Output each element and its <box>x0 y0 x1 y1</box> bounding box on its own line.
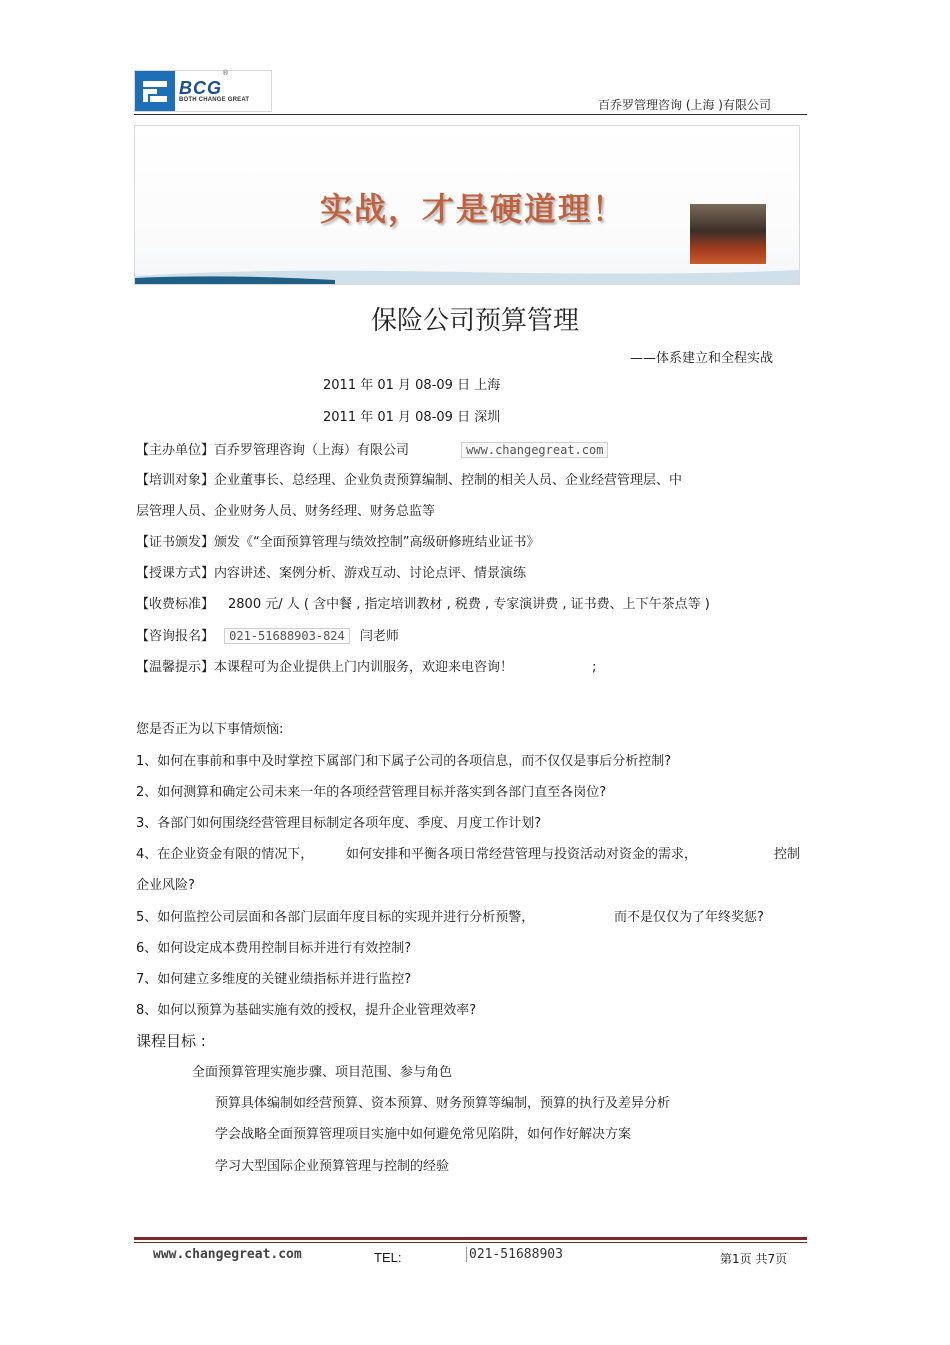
audience-label: 【培训对象】 <box>136 473 215 488</box>
question-item: 2、如何测算和确定公司未来一年的各项经营管理目标并落实到各部门直至各岗位? <box>136 785 607 800</box>
contact-label: 【咨询报名】 <box>136 629 215 644</box>
goal-item: 学习大型国际企业预算管理与控制的经验 <box>215 1159 450 1174</box>
certificate-label: 【证书颁发】 <box>136 535 215 550</box>
logo-subtext: BOTH CHANGE GREAT <box>179 97 250 103</box>
goal-item: 全面预算管理实施步骤、项目范围、参与角色 <box>192 1065 453 1080</box>
audience-value: 企业董事长、总经理、企业负责预算编制、控制的相关人员、企业经营管理层、中 <box>214 473 683 488</box>
question-item: 6、如何设定成本费用控制目标并进行有效控制? <box>136 941 412 956</box>
tip-value: 本课程可为企业提供上门内训服务，欢迎来电咨询！ <box>214 660 514 675</box>
audience-row-continued: 层管理人员、企业财务人员、财务经理、财务总监等 <box>136 504 436 519</box>
header-divider <box>134 114 807 115</box>
method-value: 内容讲述、案例分析、游戏互动、讨论点评、情景演练 <box>214 566 527 581</box>
footer-tel-label: TEL: <box>374 1250 402 1265</box>
organizer-url[interactable]: www.changegreat.com <box>461 442 608 458</box>
question-item: 1、如何在事前和事中及时掌控下属部门和下属子公司的各项信息，而不仅仅是事后分析控制? <box>136 754 672 769</box>
certificate-row <box>136 535 540 551</box>
fee-label: 【收费标准】 <box>136 597 215 612</box>
goal-item: 预算具体编制如经营预算、资本预算、财务预算等编制，预算的执行及差异分析 <box>215 1096 671 1111</box>
registered-mark: ® <box>222 69 229 77</box>
logo-icon <box>135 71 175 111</box>
goals-heading: 课程目标 : <box>136 1032 206 1050</box>
question-item-part: 如何安排和平衡各项日常经营管理与投资活动对资金的需求， <box>346 847 698 862</box>
question-item: 7、如何建立多维度的关键业绩指标并进行监控? <box>136 972 412 987</box>
banner-slogan: 实战，才是硬道理！ <box>320 190 627 228</box>
tip-tail: ; <box>592 660 597 675</box>
footer-phone[interactable]: 021-51688903 <box>466 1247 563 1262</box>
fee-row <box>136 597 710 613</box>
question-item-part: 而不是仅仅为了年终奖惩? <box>614 910 764 925</box>
footer-divider-thin <box>134 1242 807 1243</box>
contact-person: 闫老师 <box>359 629 399 644</box>
contact-phone[interactable]: 021-51688903-824 <box>224 628 350 644</box>
audience-row <box>136 473 682 489</box>
method-row <box>136 566 526 582</box>
goal-item: 学会战略全面预算管理项目实施中如何避免常见陷阱，如何作好解决方案 <box>215 1127 632 1142</box>
banner-wave <box>135 266 799 284</box>
question-item: 5、如何监控公司层面和各部门层面年度目标的实现并进行分析预警， <box>136 910 535 925</box>
logo-text: BCG <box>179 78 222 98</box>
organizer-value: 百乔罗管理咨询（上海）有限公司 <box>214 443 410 458</box>
banner-meeting-photo <box>690 204 766 264</box>
question-item: 4、在企业资金有限的情况下， <box>136 847 314 862</box>
method-label: 【授课方式】 <box>136 566 215 581</box>
organizer-label: 【主办单位】 <box>136 443 215 458</box>
footer-page-number: 第1页 共7页 <box>720 1252 788 1266</box>
tip-row <box>136 660 513 676</box>
document-subtitle: ——体系建立和全程实战 <box>630 351 774 366</box>
question-item-part: 控制 <box>774 847 801 862</box>
certificate-value: 颁发《“全面预算管理与绩效控制”高级研修班结业证书》 <box>214 535 540 550</box>
tip-label: 【温馨提示】 <box>136 660 215 675</box>
organizer-row <box>136 442 608 459</box>
question-item-continued: 企业风险? <box>136 878 195 893</box>
header-company-name: 百乔罗管理咨询 (上海 )有限公司 <box>598 98 771 112</box>
question-item: 8、如何以预算为基础实施有效的授权，提升企业管理效率? <box>136 1003 477 1018</box>
footer-url[interactable]: www.changegreat.com <box>153 1247 302 1262</box>
questions-intro: 您是否正为以下事情烦恼: <box>136 722 284 737</box>
fee-value: 2800 元/ 人 ( 含中餐 , 指定培训教材 , 税费 , 专家演讲费 , 证书费、上下午茶点等 ) <box>228 597 710 612</box>
footer-divider <box>134 1237 807 1240</box>
session-shanghai: 2011 年 01 月 08-09 日 上海 <box>323 378 501 393</box>
banner <box>134 125 800 285</box>
session-shenzhen: 2011 年 01 月 08-09 日 深圳 <box>323 410 501 425</box>
company-logo <box>134 70 272 112</box>
question-item: 3、各部门如何围绕经营管理目标制定各项年度、季度、月度工作计划? <box>136 816 542 831</box>
contact-row <box>136 628 399 645</box>
document-title: 保险公司预算管理 <box>370 306 579 336</box>
